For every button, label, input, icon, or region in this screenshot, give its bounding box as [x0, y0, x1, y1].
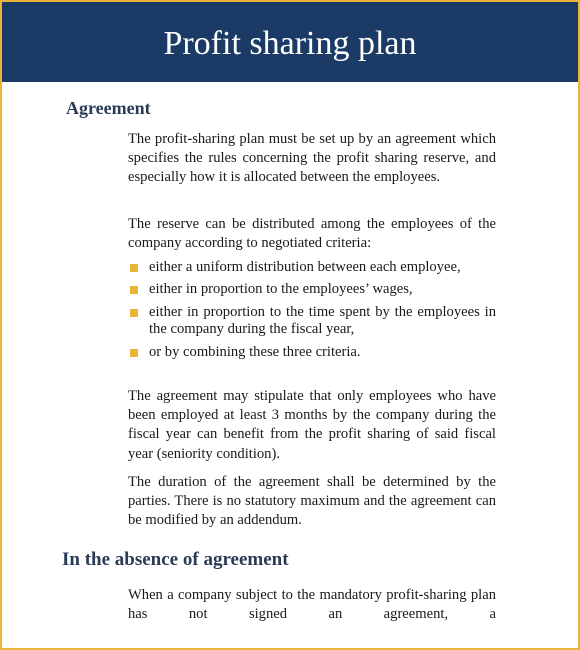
list-item: [128, 304, 496, 340]
list-item: [128, 344, 496, 362]
agreement-paragraph-1: The profit-sharing plan must be set up by an agreement which specifies the rules concerning the profit sharing reserve, and especially how it is allocated between the employees.: [128, 131, 496, 186]
agreement-paragraph-4: The duration of the agreement shall be determined by the parties. There is no statutory maximum and the agreement can be modified by an addendum.: [128, 474, 496, 529]
agreement-paragraph-3: The agreement may stipulate that only employees who have been employed at least 3 months by the company during the fiscal year can benefit from the profit sharing of said fiscal year (seniority condition).: [128, 388, 496, 462]
agreement-paragraph-2: The reserve can be distributed among the employees of the company according to negotiated criteria:: [128, 216, 496, 252]
absence-paragraph-1: When a company subject to the mandatory profit-sharing plan has not signed an agreement, a: [128, 587, 496, 623]
list-item: [128, 259, 496, 277]
list-item-text: either in proportion to the employees’ wages,: [149, 281, 413, 298]
square-bullet-icon: [130, 264, 138, 272]
square-bullet-icon: [130, 309, 138, 317]
list-item-text: either in proportion to the time spent by the employees in the company during the fiscal year,: [149, 303, 496, 338]
section-heading-absence-of-agreement: In the absence of agreement: [62, 549, 289, 570]
square-bullet-icon: [130, 349, 138, 357]
faint-watermark: [42, 601, 122, 609]
section-heading-agreement: Agreement: [66, 98, 151, 118]
list-item-text: or by combining these three criteria.: [149, 343, 361, 360]
criteria-bullet-list: [128, 259, 496, 366]
page-title: Profit sharing plan: [163, 25, 417, 62]
square-bullet-icon: [130, 286, 138, 294]
list-item: [128, 281, 496, 299]
header-band: [2, 2, 578, 82]
list-item-text: either a uniform distribution between each employee,: [149, 259, 461, 275]
